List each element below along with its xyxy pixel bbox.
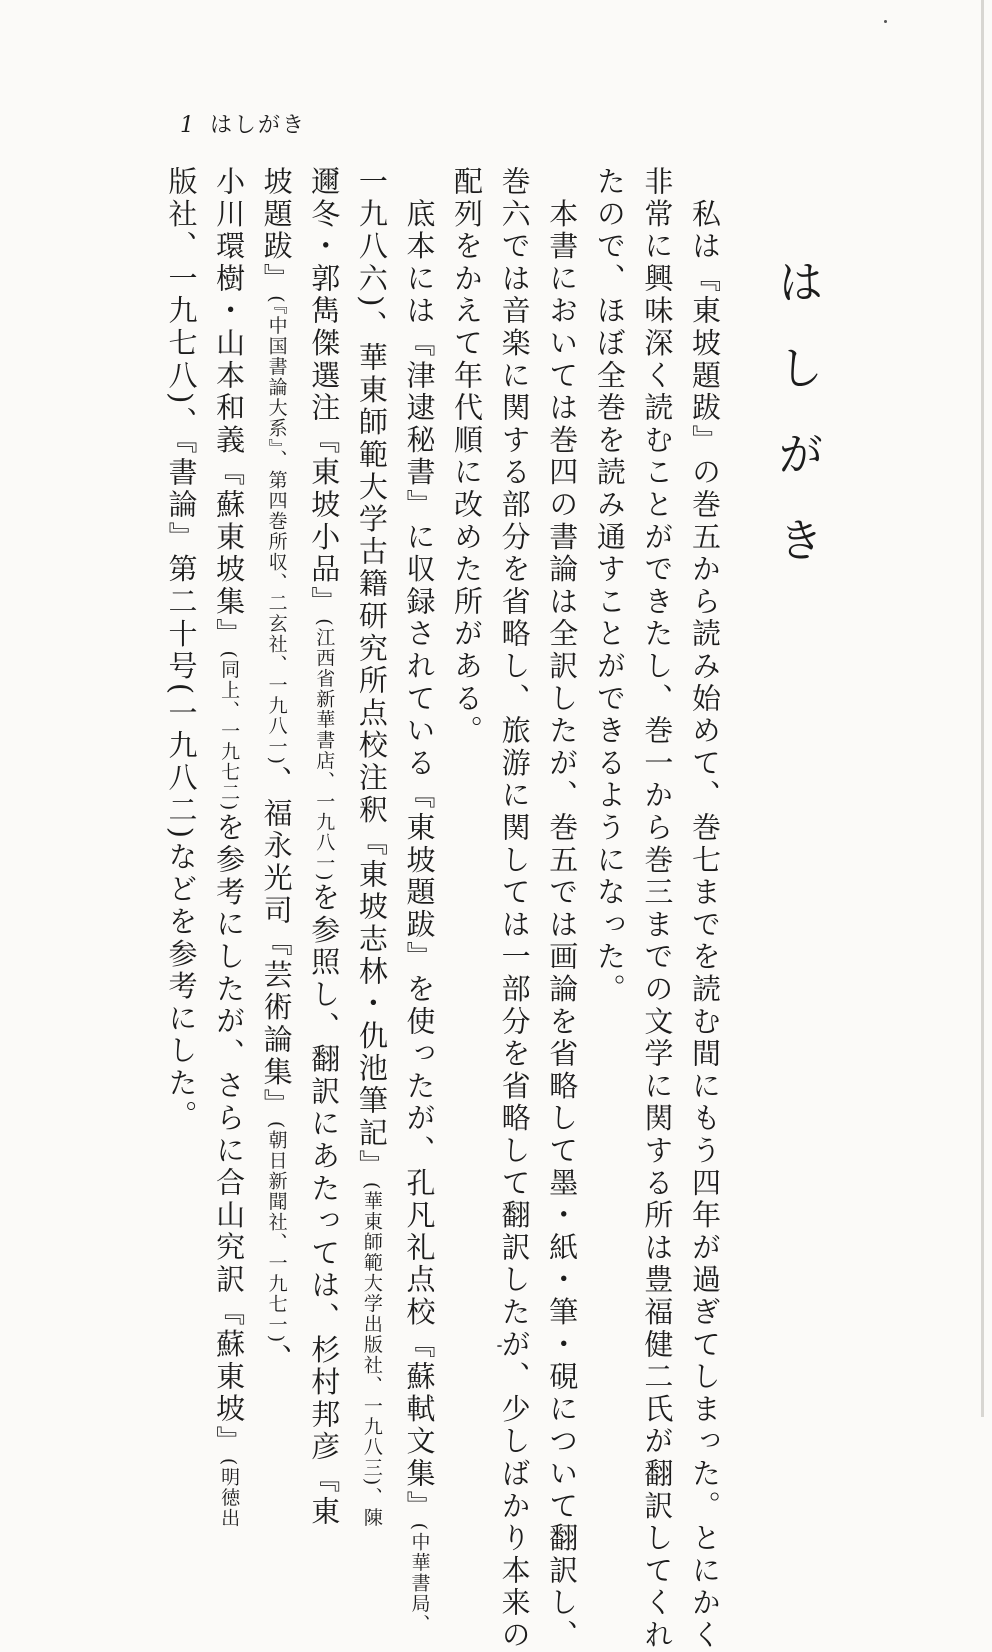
text-line: 本書においては巻四の書論は全訳したが、巻五では画論を省略して墨・紙・筆・硯について翻訳し、	[545, 198, 580, 1652]
text-line: 邇冬・郭雋傑選注『東坡小品』(江西省新華書店、一九八一)を参照し、翻訳にあたっては、杉村邦彦『東	[307, 166, 342, 1529]
text-line: 小川環樹・山本和義『蘇東坡集』(同上、一九七二)を参考にしたが、さらに合山究訳『蘇東坡』(明徳出	[212, 166, 247, 1529]
speck	[884, 20, 887, 23]
text-line: 底本には『津逮秘書』に収録されている『東坡題跋』を使ったが、孔凡礼点校『蘇軾文集』(中華書局、	[402, 198, 437, 1635]
text-line: 一九八六)、華東師範大学古籍研究所点校注釈『東坡志林・仇池筆記』(華東師範大学出版社、一九八三)、陳	[354, 166, 389, 1528]
text-line: 坡題跋』(『中国書論大系』、第四巻所収、二玄社、一九八一)、福永光司『芸術論集』(朝日新聞社、一九七一)、	[259, 166, 294, 1376]
text-line: 版社、一九七八)、『書論』第二十号(一九八二)などを参考にした。	[164, 166, 199, 1133]
text-line: 巻六では音楽に関する部分を省略し、旅游に関しては一部分を省略して翻訳したが、少しばかり本来の	[497, 166, 532, 1652]
page-number: 1	[180, 113, 196, 138]
body-text	[158, 166, 728, 1652]
text-line: 私は『東坡題跋』の巻五から読み始めて、巻七までを読む間にもう四年が過ぎてしまった。とにかく	[688, 198, 722, 1652]
running-title: はしがき	[210, 113, 307, 138]
text-line: 配列をかえて年代順に改めた所がある。	[450, 166, 485, 748]
chapter-title: はしがき	[771, 258, 825, 602]
page-edge	[981, 0, 984, 1417]
text-line: たので、ほぼ全巻を読み通すことができるようになった。	[592, 166, 627, 1006]
text-line: 非常に興味深く読むことができたし、巻一から巻三までの文学に関する所は豊福健二氏が翻訳してくれ	[640, 166, 675, 1652]
running-header	[180, 108, 306, 139]
